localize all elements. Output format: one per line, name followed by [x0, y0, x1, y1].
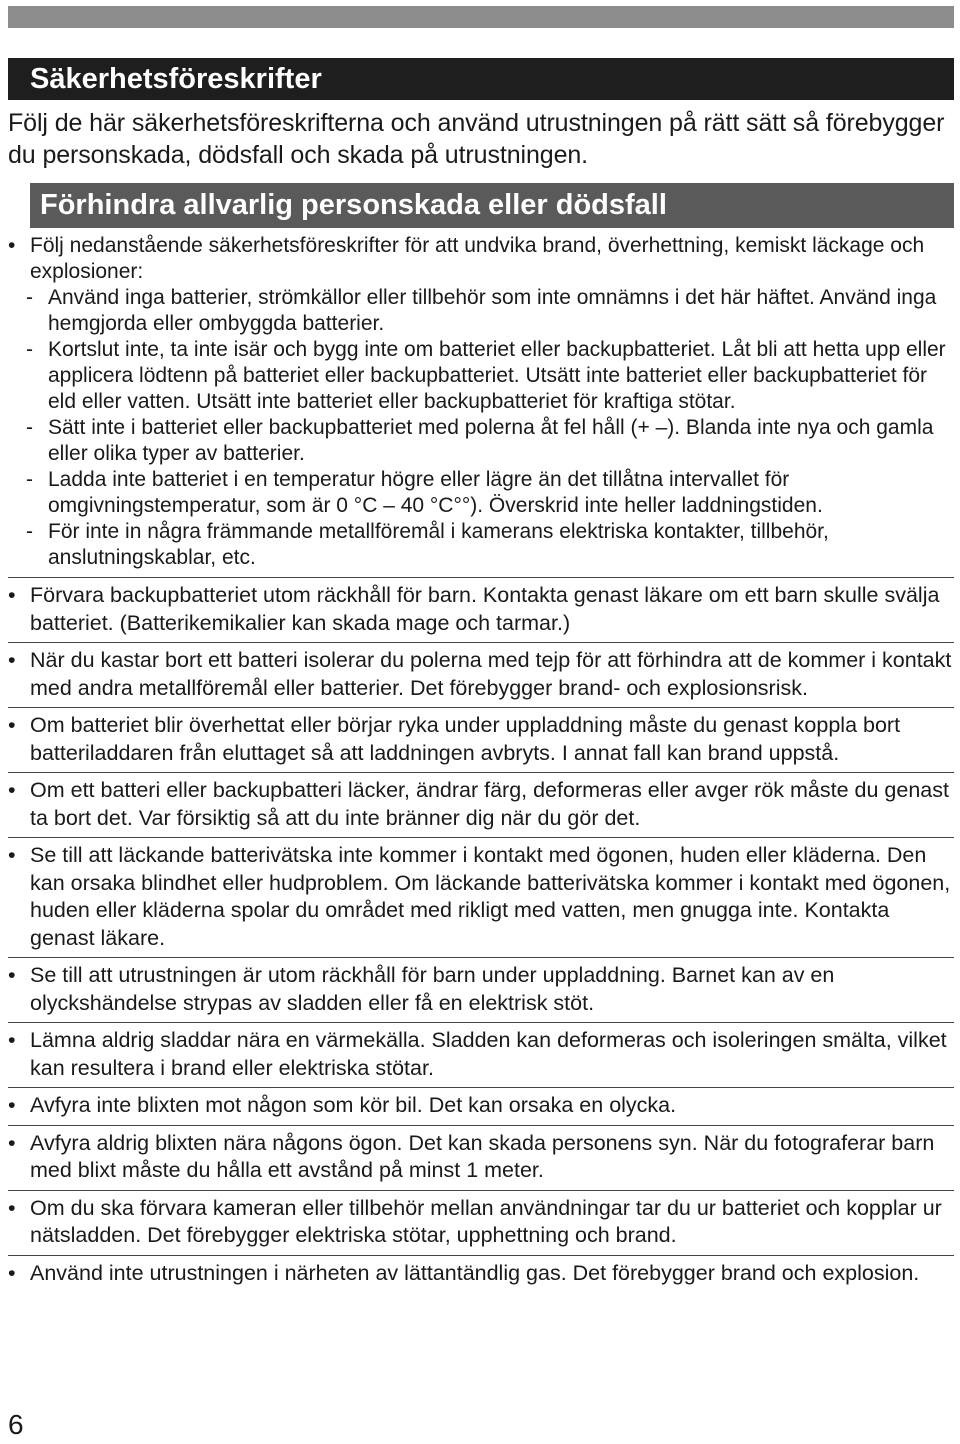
page-number: 6	[8, 1409, 24, 1440]
warning-item-text: Om batteriet blir överhettat eller börjar ryka under uppladdning måste du genast koppla bort batteriladdaren från eluttaget så att laddningen avbryts. I annat fall kan brand uppstå.	[30, 713, 901, 765]
warning-item-text: Se till att läckande batterivätska inte kommer i kontakt med ögonen, huden eller kläderna. Den kan orsaka blindhet eller hudproblem. Om läckande batterivätska kommer i kontakt med ögonen, huden eller kläderna spolar du området med rikligt med vatten, men gnugga inte. Kontakta genast läkare.	[30, 843, 951, 950]
sub-item-text: För inte in några främmande metallföremål i kamerans elektriska kontakter, tillbehör, anslutningskablar, etc.	[48, 520, 829, 569]
bullet-icon: •	[8, 1260, 16, 1285]
bullet-icon: •	[8, 963, 16, 987]
warning-item-text: Använd inte utrustningen i närheten av lättantändlig gas. Det förebygger brand och explosion.	[30, 1260, 920, 1285]
warning-item-body	[26, 233, 954, 571]
warning-item-text: Avfyra aldrig blixten nära någons ögon. Det kan skada personens syn. När du fotograferar barn med blixt måste du hålla ett avstånd på minst 1 meter.	[30, 1130, 935, 1182]
bullet-icon: •	[8, 1028, 16, 1052]
dash-icon: -	[26, 416, 33, 439]
warning-item	[8, 1087, 954, 1125]
dash-icon: -	[26, 286, 33, 309]
warning-item-text: När du kastar bort ett batteri isolerar du polerna med tejp för att förhindra att de kommer i kontakt med andra metallföremål eller batterier. Det förebygger brand- och explosionsrisk.	[30, 648, 952, 700]
warning-item	[8, 1255, 954, 1293]
sub-item	[26, 415, 954, 467]
section-title: Säkerhetsföreskrifter	[8, 58, 954, 100]
bullet-icon: •	[8, 1195, 16, 1220]
warning-item	[8, 772, 954, 837]
warning-item	[8, 957, 954, 1022]
warning-item-text: Se till att utrustningen är utom räckhåll för barn under uppladdning. Barnet kan av en olyckshändelse strypas av sladden eller få en elektrisk stöt.	[30, 963, 835, 1015]
sub-item	[26, 337, 954, 415]
sub-item-text: Använd inga batterier, strömkällor eller tillbehör som inte omnämns i det här häftet. Använd inga hemgjorda eller ombyggda batterier.	[48, 286, 937, 335]
sub-item	[26, 519, 954, 571]
dash-icon: -	[26, 468, 33, 491]
sub-item-text: Ladda inte batteriet i en temperatur högre eller lägre än det tillåtna intervallet för omgivningstemperatur, som är 0 °C – 40 °C°°). Överskrid inte heller laddningstiden.	[48, 468, 823, 517]
sub-item-text: Kortslut inte, ta inte isär och bygg inte om batteriet eller backupbatteriet. Låt bli att hetta upp eller applicera lödtenn på batteriet eller backupbatteriet. Utsätt inte batteriet eller backupbatteriet för eld eller vatten. Utsätt inte batteriet eller backupbatteriet för kraftiga stötar.	[48, 338, 946, 413]
warning-item-text: Förvara backupbatteriet utom räckhåll för barn. Kontakta genast läkare om ett barn skulle svälja batteriet. (Batterikemikalier kan skada mage och tarmar.)	[30, 583, 940, 635]
bullet-icon: •	[8, 648, 16, 672]
top-gray-bar	[8, 6, 954, 28]
warning-item	[8, 707, 954, 772]
bullet-icon: •	[8, 843, 16, 867]
warning-item	[8, 577, 954, 642]
warning-item	[8, 1125, 954, 1190]
warning-item-text: Lämna aldrig sladdar nära en värmekälla. Sladden kan deformeras och isoleringen smälta, vilket kan resultera i brand eller elektriska stötar.	[30, 1028, 947, 1080]
warning-item	[8, 1190, 954, 1255]
warning-item-text: Följ nedanstående säkerhetsföreskrifter för att undvika brand, överhettning, kemiskt läckage och explosioner:	[30, 234, 925, 283]
warning-item	[8, 1022, 954, 1087]
sub-item	[26, 467, 954, 519]
warning-item	[8, 837, 954, 957]
sub-item-text: Sätt inte i batteriet eller backupbatteriet med polerna åt fel håll (+ –). Blanda inte nya och gamla eller olika typer av batterier.	[48, 416, 934, 465]
sub-item	[26, 285, 954, 337]
warning-item	[8, 642, 954, 707]
bullet-icon: •	[8, 234, 16, 257]
dash-icon: -	[26, 520, 33, 543]
warning-heading: Förhindra allvarlig personskada eller dödsfall	[30, 183, 954, 228]
dash-icon: -	[26, 338, 33, 361]
bullet-icon: •	[8, 778, 16, 802]
bullet-icon: •	[8, 713, 16, 737]
bullet-icon: •	[8, 583, 16, 607]
warning-list	[8, 233, 954, 1292]
warning-item-text: Om ett batteri eller backupbatteri läcker, ändrar färg, deformeras eller avger rök måste du genast ta bort det. Var försiktig så att du inte bränner dig när du gör det.	[30, 778, 949, 830]
warning-item	[8, 233, 954, 577]
bullet-icon: •	[8, 1093, 16, 1117]
bullet-icon: •	[8, 1130, 16, 1155]
warning-item-text: Om du ska förvara kameran eller tillbehör mellan användningar tar du ur batteriet och kopplar ur nätsladden. Det förebygger elektriska stötar, upphettning och brand.	[30, 1195, 942, 1247]
warning-item-text: Avfyra inte blixten mot någon som kör bil. Det kan orsaka en olycka.	[30, 1093, 677, 1117]
intro-text: Följ de här säkerhetsföreskrifterna och använd utrustningen på rätt sätt så förebygger du personskada, dödsfall och skada på utrustningen.	[8, 109, 945, 169]
